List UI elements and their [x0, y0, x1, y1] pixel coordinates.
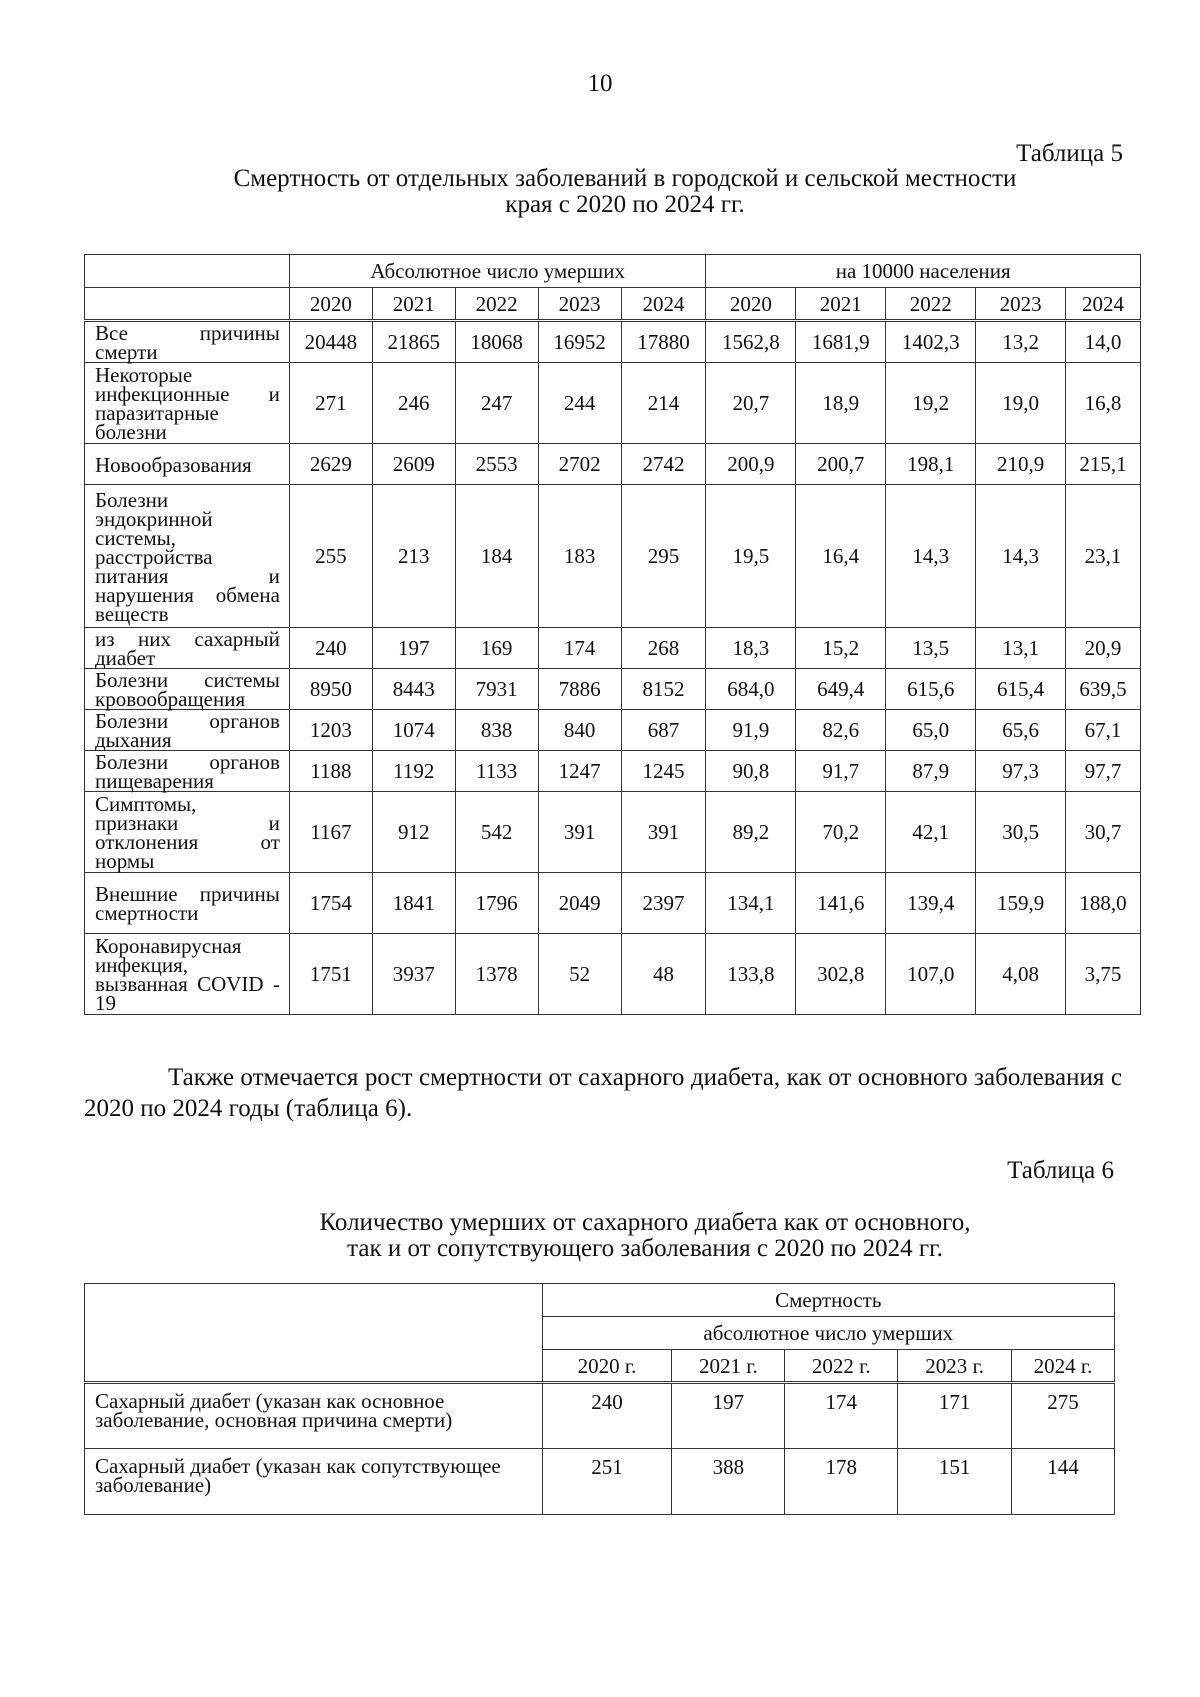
row-label: Болезни органов дыхания: [85, 710, 290, 751]
abs-cell: 391: [621, 792, 706, 873]
table6-title-line2: так и от сопутствующего заболевания с 2020 по 2024 гг.: [347, 1235, 943, 1262]
header-empty: [85, 288, 290, 321]
header-absolute: абсолютное число умерших: [542, 1317, 1114, 1350]
abs-cell: 20448: [289, 321, 372, 363]
year-header: 2020 г.: [542, 1350, 672, 1383]
rate-cell: 615,4: [976, 669, 1066, 710]
rate-cell: 19,5: [706, 485, 796, 628]
abs-cell: 7886: [538, 669, 621, 710]
rate-cell: 19,2: [886, 363, 976, 444]
rate-cell: 97,7: [1066, 751, 1141, 792]
abs-cell: 48: [621, 934, 706, 1015]
row-label: Болезни органов пищеварения: [85, 751, 290, 792]
row-label: Коронавирусная инфекция, вызванная COVID - 19: [85, 934, 290, 1015]
table-row: [85, 934, 1141, 1015]
rate-cell: 200,7: [796, 444, 886, 485]
year-header: 2023: [538, 288, 621, 321]
abs-cell: 1754: [289, 873, 372, 934]
row-label: Симптомы, признаки и отклонения от нормы: [85, 792, 290, 873]
abs-cell: 184: [455, 485, 538, 628]
rate-cell: 302,8: [796, 934, 886, 1015]
rate-cell: 65,6: [976, 710, 1066, 751]
rate-cell: 133,8: [706, 934, 796, 1015]
header-empty: [85, 255, 290, 288]
abs-cell: 912: [372, 792, 455, 873]
table5-label: Таблица 5: [1016, 140, 1123, 167]
table5-title: [160, 166, 1090, 218]
abs-cell: 1167: [289, 792, 372, 873]
abs-cell: 183: [538, 485, 621, 628]
rate-cell: 215,1: [1066, 444, 1141, 485]
abs-cell: 1796: [455, 873, 538, 934]
rate-cell: 19,0: [976, 363, 1066, 444]
table-row: [85, 628, 1141, 669]
rate-cell: 141,6: [796, 873, 886, 934]
abs-cell: 271: [289, 363, 372, 444]
header-rate: на 10000 населения: [706, 255, 1141, 288]
abs-cell: 1192: [372, 751, 455, 792]
year-header: 2023 г.: [898, 1350, 1012, 1383]
rate-cell: 20,7: [706, 363, 796, 444]
abs-cell: 1841: [372, 873, 455, 934]
year-header: 2022: [886, 288, 976, 321]
rate-cell: 3,75: [1066, 934, 1141, 1015]
abs-cell: 840: [538, 710, 621, 751]
abs-cell: 214: [621, 363, 706, 444]
year-header: 2022: [455, 288, 538, 321]
header-mortality: Смертность: [542, 1284, 1114, 1317]
rate-cell: 42,1: [886, 792, 976, 873]
rate-cell: 200,9: [706, 444, 796, 485]
abs-cell: 1751: [289, 934, 372, 1015]
abs-cell: 213: [372, 485, 455, 628]
year-header: 2021 г.: [672, 1350, 785, 1383]
rate-cell: 14,0: [1066, 321, 1141, 363]
rate-cell: 70,2: [796, 792, 886, 873]
rate-cell: 90,8: [706, 751, 796, 792]
rate-cell: 82,6: [796, 710, 886, 751]
diabetes-table: [84, 1283, 1115, 1515]
rate-cell: 30,5: [976, 792, 1066, 873]
rate-cell: 1402,3: [886, 321, 976, 363]
row-label: Новообразования: [85, 444, 290, 485]
table5-title-line2: края с 2020 по 2024 гг.: [505, 191, 745, 218]
value-cell: 388: [672, 1449, 785, 1515]
rate-cell: 139,4: [886, 873, 976, 934]
rate-cell: 1562,8: [706, 321, 796, 363]
abs-cell: 8152: [621, 669, 706, 710]
row-label: Болезни эндокринной системы, расстройства питания и нарушения обмена веществ: [85, 485, 290, 628]
rate-cell: 18,3: [706, 628, 796, 669]
rate-cell: 107,0: [886, 934, 976, 1015]
abs-cell: 246: [372, 363, 455, 444]
year-header: 2023: [976, 288, 1066, 321]
table-row: [85, 1383, 1115, 1449]
value-cell: 174: [785, 1383, 898, 1449]
table-row: [85, 444, 1141, 485]
value-cell: 144: [1012, 1449, 1115, 1515]
table6-title-line1: Количество умерших от сахарного диабета как от основного,: [319, 1209, 971, 1236]
abs-cell: 240: [289, 628, 372, 669]
rate-cell: 14,3: [886, 485, 976, 628]
page-number: 10: [587, 70, 613, 97]
rate-cell: 16,4: [796, 485, 886, 628]
rate-cell: 649,4: [796, 669, 886, 710]
value-cell: 171: [898, 1383, 1012, 1449]
year-header: 2020: [289, 288, 372, 321]
row-label: Болезни системы кровообращения: [85, 669, 290, 710]
table-row: [85, 873, 1141, 934]
year-header: 2022 г.: [785, 1350, 898, 1383]
rate-cell: 13,1: [976, 628, 1066, 669]
abs-cell: 1188: [289, 751, 372, 792]
abs-cell: 18068: [455, 321, 538, 363]
value-cell: 151: [898, 1449, 1012, 1515]
rate-cell: 159,9: [976, 873, 1066, 934]
row-label: из них сахарный диабет: [85, 628, 290, 669]
abs-cell: 1378: [455, 934, 538, 1015]
abs-cell: 1074: [372, 710, 455, 751]
abs-cell: 8443: [372, 669, 455, 710]
rate-cell: 134,1: [706, 873, 796, 934]
abs-cell: 1203: [289, 710, 372, 751]
value-cell: 251: [542, 1449, 672, 1515]
abs-cell: 8950: [289, 669, 372, 710]
abs-cell: 21865: [372, 321, 455, 363]
abs-cell: 1245: [621, 751, 706, 792]
rate-cell: 23,1: [1066, 485, 1141, 628]
header-absolute: Абсолютное число умерших: [289, 255, 706, 288]
table-row: [85, 485, 1141, 628]
abs-cell: 169: [455, 628, 538, 669]
year-header: 2021: [372, 288, 455, 321]
rate-cell: 1681,9: [796, 321, 886, 363]
rate-cell: 65,0: [886, 710, 976, 751]
abs-cell: 687: [621, 710, 706, 751]
year-header: 2024 г.: [1012, 1350, 1115, 1383]
rate-cell: 13,5: [886, 628, 976, 669]
table-row: [85, 792, 1141, 873]
year-header: 2024: [1066, 288, 1141, 321]
rate-cell: 14,3: [976, 485, 1066, 628]
abs-cell: 247: [455, 363, 538, 444]
row-label: Внешние причины смертности: [85, 873, 290, 934]
value-cell: 178: [785, 1449, 898, 1515]
abs-cell: 7931: [455, 669, 538, 710]
header-empty: [85, 1284, 543, 1383]
abs-cell: 197: [372, 628, 455, 669]
year-header: 2021: [796, 288, 886, 321]
rate-cell: 198,1: [886, 444, 976, 485]
rate-cell: 16,8: [1066, 363, 1141, 444]
table-row: [85, 751, 1141, 792]
abs-cell: 2702: [538, 444, 621, 485]
table-row: [85, 669, 1141, 710]
rate-cell: 89,2: [706, 792, 796, 873]
rate-cell: 639,5: [1066, 669, 1141, 710]
table6-label: Таблица 6: [1007, 1157, 1114, 1184]
table-row: [85, 710, 1141, 751]
abs-cell: 17880: [621, 321, 706, 363]
table6-title: [180, 1210, 1110, 1262]
abs-cell: 1247: [538, 751, 621, 792]
body-paragraph: Также отмечается рост смертности от сахарного диабета, как от основного заболевания с 2020 по 2024 годы (таблица 6).: [84, 1064, 1122, 1122]
year-header: 2024: [621, 288, 706, 321]
rate-cell: 97,3: [976, 751, 1066, 792]
abs-cell: 52: [538, 934, 621, 1015]
rate-cell: 87,9: [886, 751, 976, 792]
rate-cell: 13,2: [976, 321, 1066, 363]
abs-cell: 2609: [372, 444, 455, 485]
mortality-table: [84, 254, 1141, 1015]
rate-cell: 615,6: [886, 669, 976, 710]
table5-title-line1: Смертность от отдельных заболеваний в городской и сельской местности: [233, 165, 1017, 192]
rate-cell: 67,1: [1066, 710, 1141, 751]
row-label: Некоторые инфекционные и паразитарные болезни: [85, 363, 290, 444]
abs-cell: 3937: [372, 934, 455, 1015]
value-cell: 197: [672, 1383, 785, 1449]
abs-cell: 295: [621, 485, 706, 628]
abs-cell: 2397: [621, 873, 706, 934]
abs-cell: 244: [538, 363, 621, 444]
abs-cell: 391: [538, 792, 621, 873]
abs-cell: 542: [455, 792, 538, 873]
row-label: Сахарный диабет (указан как основное заболевание, основная причина смерти): [85, 1383, 543, 1449]
abs-cell: 1133: [455, 751, 538, 792]
abs-cell: 2049: [538, 873, 621, 934]
rate-cell: 30,7: [1066, 792, 1141, 873]
rate-cell: 684,0: [706, 669, 796, 710]
rate-cell: 20,9: [1066, 628, 1141, 669]
value-cell: 240: [542, 1383, 672, 1449]
abs-cell: 268: [621, 628, 706, 669]
rate-cell: 91,7: [796, 751, 886, 792]
rate-cell: 188,0: [1066, 873, 1141, 934]
abs-cell: 255: [289, 485, 372, 628]
rate-cell: 91,9: [706, 710, 796, 751]
abs-cell: 2742: [621, 444, 706, 485]
row-label: Сахарный диабет (указан как сопутствующее заболевание): [85, 1449, 543, 1515]
rate-cell: 4,08: [976, 934, 1066, 1015]
rate-cell: 15,2: [796, 628, 886, 669]
abs-cell: 16952: [538, 321, 621, 363]
value-cell: 275: [1012, 1383, 1115, 1449]
table-row: [85, 1449, 1115, 1515]
rate-cell: 210,9: [976, 444, 1066, 485]
abs-cell: 2629: [289, 444, 372, 485]
abs-cell: 838: [455, 710, 538, 751]
table-row: [85, 321, 1141, 363]
table-row: [85, 363, 1141, 444]
rate-cell: 18,9: [796, 363, 886, 444]
year-header: 2020: [706, 288, 796, 321]
row-label: Все причины смерти: [85, 321, 290, 363]
abs-cell: 2553: [455, 444, 538, 485]
abs-cell: 174: [538, 628, 621, 669]
